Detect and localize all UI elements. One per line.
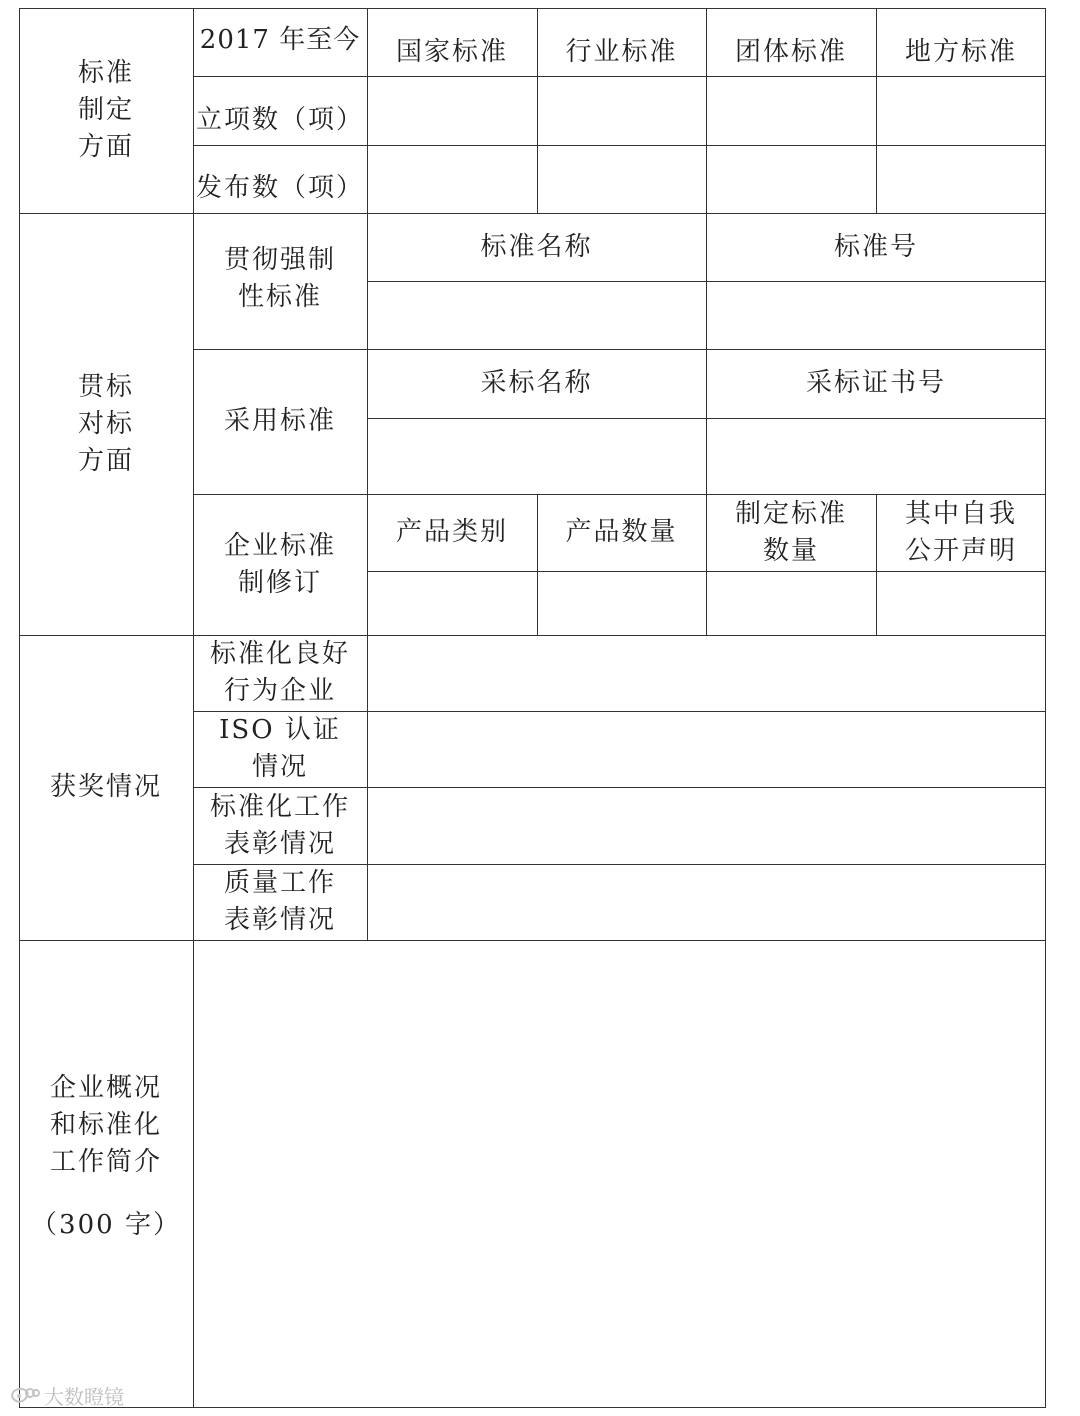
- word-limit-note: （300 字）: [31, 1210, 181, 1240]
- input-product-category[interactable]: [367, 571, 537, 635]
- input-mandatory-name[interactable]: [367, 281, 706, 349]
- award-row-good-conduct: 标准化良好 行为企业: [209, 639, 350, 706]
- column-header-local: 地方标准: [904, 36, 1017, 67]
- table-border-bottom: [19, 1407, 1046, 1408]
- period-label: 2017 年至今: [199, 25, 361, 55]
- row-label-projects: 立项数（项）: [195, 105, 364, 135]
- input-published-national[interactable]: [367, 145, 537, 213]
- award-row-iso-certification: ISO 认证 情况: [219, 715, 341, 782]
- input-quality-commendation[interactable]: [367, 864, 1046, 940]
- column-header-national: 国家标准: [395, 36, 508, 67]
- input-enterprise-intro[interactable]: [193, 940, 1046, 1407]
- weibo-logo-icon: [6, 1384, 40, 1406]
- input-published-group[interactable]: [706, 145, 876, 213]
- enterprise-standards-label: 企业标准 制修订: [223, 530, 336, 598]
- watermark-text: 大数瞪镜: [44, 1384, 124, 1409]
- input-projects-group[interactable]: [706, 76, 876, 145]
- column-header-product-category: 产品类别: [395, 517, 508, 547]
- input-certificate-number[interactable]: [706, 418, 1046, 494]
- input-projects-local[interactable]: [876, 76, 1046, 145]
- row-label-published: 发布数（项）: [195, 173, 364, 203]
- input-projects-industry[interactable]: [537, 76, 706, 145]
- column-header-standard-number: 标准号: [833, 231, 918, 262]
- awards-section-label: 获奖情况: [49, 772, 162, 802]
- input-self-declared[interactable]: [876, 571, 1046, 635]
- award-row-quality-commendation: 质量工作 表彰情况: [223, 868, 336, 935]
- mandatory-standards-label: 贯彻强制 性标准: [223, 245, 336, 312]
- input-mandatory-number[interactable]: [706, 281, 1046, 349]
- input-adopted-name[interactable]: [367, 418, 706, 494]
- watermark: [6, 1380, 146, 1410]
- column-header-adopted-name: 采标名称: [480, 368, 593, 398]
- column-header-product-quantity: 产品数量: [565, 517, 678, 547]
- input-iso-certification[interactable]: [367, 711, 1046, 787]
- column-header-industry: 行业标准: [565, 36, 678, 67]
- implementation-section-label: 贯标 对标 方面: [77, 371, 134, 476]
- adopted-standards-label: 采用标准: [223, 406, 336, 436]
- intro-section-label-group: [19, 1070, 193, 1270]
- input-standards-count[interactable]: [706, 571, 876, 635]
- column-header-standard-name: 标准名称: [480, 231, 593, 262]
- input-standardization-commendation[interactable]: [367, 787, 1046, 864]
- input-product-quantity[interactable]: [537, 571, 706, 635]
- input-good-conduct[interactable]: [367, 635, 1046, 711]
- input-published-local[interactable]: [876, 145, 1046, 213]
- column-header-self-declared: 其中自我 公开声明: [904, 498, 1017, 566]
- column-header-group: 团体标准: [734, 36, 847, 67]
- column-header-standards-count: 制定标准 数量: [734, 498, 847, 566]
- input-projects-national[interactable]: [367, 76, 537, 145]
- intro-section-label: 企业概况 和标准化 工作简介: [49, 1073, 162, 1177]
- standards-section-label: 标准 制定 方面: [77, 58, 134, 162]
- input-published-industry[interactable]: [537, 145, 706, 213]
- award-row-standardization-commendation: 标准化工作 表彰情况: [209, 791, 350, 859]
- column-header-certificate-number: 采标证书号: [805, 368, 946, 398]
